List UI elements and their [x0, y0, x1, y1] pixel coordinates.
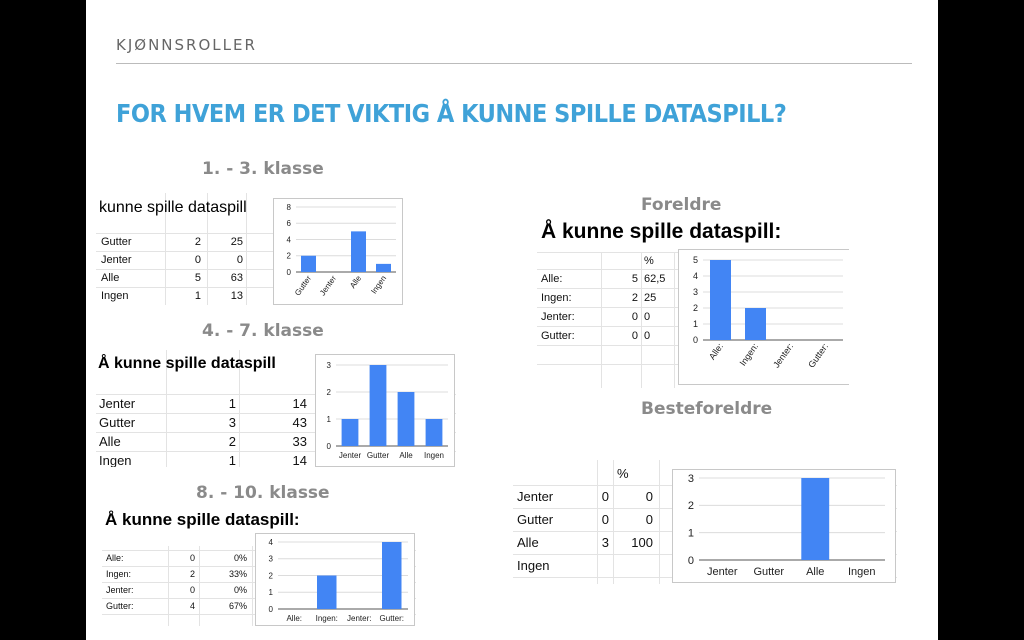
row-count: 2 — [631, 292, 638, 304]
x-tick-label: Ingen: — [315, 614, 338, 623]
row-percent: 67% — [228, 601, 247, 611]
row-count: 4 — [189, 601, 195, 611]
x-tick-label: Jenter — [706, 566, 738, 578]
x-tick-label: Alle: — [286, 614, 303, 623]
bar-chart-besteforeldre — [673, 470, 895, 582]
y-tick-label: 1 — [692, 319, 698, 330]
y-tick-label: 4 — [268, 537, 273, 547]
row-count: 0 — [631, 330, 638, 342]
percent-header: % — [617, 466, 629, 481]
bar — [342, 419, 359, 446]
y-tick-label: 2 — [326, 387, 331, 397]
x-tick-label: Alle: — [706, 341, 726, 362]
slide-title: FOR HVEM ER DET VIKTIG Å KUNNE SPILLE DATASPILL? — [116, 99, 787, 128]
x-tick-label: Ingen: — [737, 341, 761, 368]
row-count: 0 — [601, 512, 609, 527]
row-percent: 100 — [631, 535, 653, 550]
row-count: 3 — [601, 535, 609, 550]
row-label: Gutter: — [106, 601, 134, 611]
row-percent: 62,5 — [644, 273, 666, 285]
row-percent: 33% — [228, 569, 247, 579]
bar — [801, 478, 829, 560]
y-tick-label: 6 — [286, 219, 291, 229]
row-count: 2 — [194, 236, 201, 248]
y-tick-label: 0 — [286, 267, 291, 277]
panel-8-10 — [102, 506, 416, 626]
x-tick-label: Alle — [399, 451, 413, 460]
row-percent: 13 — [230, 290, 243, 302]
y-tick-label: 2 — [268, 571, 273, 581]
x-tick-label: Gutter — [366, 451, 390, 460]
x-tick-label: Ingen — [423, 451, 445, 460]
row-percent: 0 — [645, 512, 653, 527]
x-tick-label: Ingen — [369, 273, 389, 296]
table-title: kunne spille dataspill — [99, 199, 247, 216]
row-label: Gutter — [101, 236, 132, 248]
row-label: Gutter — [517, 512, 554, 527]
row-count: 0 — [189, 553, 195, 563]
row-percent: 0 — [236, 254, 243, 266]
row-label: Alle: — [106, 553, 124, 563]
x-tick-label: Gutter: — [379, 614, 404, 623]
x-tick-label: Jenter: — [347, 614, 372, 623]
bar-chart-foreldre — [679, 250, 849, 384]
chart-box — [678, 249, 849, 385]
y-tick-label: 4 — [286, 235, 291, 245]
bar — [301, 256, 316, 272]
row-count: 3 — [228, 415, 236, 430]
row-label: Jenter — [517, 489, 554, 504]
row-label: Jenter — [99, 396, 136, 411]
section-label-8-10: 8. - 10. klasse — [196, 483, 330, 503]
row-count: 5 — [194, 272, 201, 284]
section-label-besteforeldre: Besteforeldre — [641, 399, 773, 419]
row-label: Ingen: — [541, 292, 572, 304]
bar — [351, 231, 366, 272]
row-percent: 25 — [230, 236, 243, 248]
row-count: 2 — [228, 434, 236, 449]
y-tick-label: 3 — [692, 287, 698, 298]
bar — [710, 260, 731, 340]
slide-header: KJØNNSROLLER — [116, 36, 257, 54]
row-label: Jenter: — [541, 311, 575, 323]
row-count: 2 — [189, 569, 195, 579]
y-tick-label: 2 — [286, 251, 291, 261]
y-tick-label: 2 — [687, 500, 694, 513]
section-label-foreldre: Foreldre — [641, 195, 722, 215]
row-count: 1 — [228, 453, 236, 467]
chart-box — [315, 354, 455, 467]
row-label: Alle — [517, 535, 539, 550]
y-tick-label: 0 — [326, 441, 331, 451]
row-percent: 0 — [644, 311, 651, 323]
header-divider — [116, 63, 912, 64]
panel-1-3 — [96, 193, 403, 305]
x-tick-label: Jenter — [338, 451, 362, 460]
y-tick-label: 3 — [268, 554, 273, 564]
row-count: 0 — [194, 254, 201, 266]
row-count: 1 — [228, 396, 236, 411]
y-tick-label: 1 — [268, 588, 273, 598]
row-label: Jenter: — [106, 585, 134, 595]
bar-chart-1-3 — [274, 199, 402, 304]
chart-box — [273, 198, 403, 305]
percent-header: % — [644, 255, 654, 267]
panel-besteforeldre — [513, 460, 897, 584]
y-tick-label: 3 — [326, 360, 331, 370]
bar — [426, 419, 443, 446]
row-count: 0 — [631, 311, 638, 323]
y-tick-label: 2 — [692, 303, 698, 314]
table-title: Å kunne spille dataspill: — [541, 220, 782, 243]
bar — [745, 308, 766, 340]
section-label-4-7: 4. - 7. klasse — [202, 321, 324, 341]
row-percent: 0 — [645, 489, 653, 504]
row-count: 0 — [189, 585, 195, 595]
row-label: Gutter — [99, 415, 136, 430]
y-tick-label: 5 — [692, 255, 698, 266]
row-count: 0 — [601, 489, 609, 504]
y-tick-label: 8 — [286, 202, 291, 212]
x-tick-label: Alle — [806, 566, 825, 578]
y-tick-label: 1 — [687, 527, 694, 540]
row-label: Alle — [101, 272, 120, 284]
row-label: Ingen — [99, 453, 132, 467]
row-percent: 0 — [644, 330, 651, 342]
section-label-1-3: 1. - 3. klasse — [202, 159, 324, 179]
x-tick-label: Jenter: — [771, 341, 796, 370]
row-label: Alle — [99, 434, 121, 449]
y-tick-label: 0 — [692, 335, 698, 346]
y-tick-label: 0 — [268, 604, 273, 614]
row-label: Gutter: — [541, 330, 575, 342]
row-count: 1 — [194, 290, 201, 302]
row-percent: 25 — [644, 292, 657, 304]
bar — [382, 542, 402, 609]
row-percent: 33 — [292, 434, 307, 449]
y-tick-label: 0 — [687, 554, 694, 567]
row-percent: 14 — [292, 453, 307, 467]
x-tick-label: Jenter — [318, 273, 339, 298]
y-tick-label: 4 — [692, 271, 698, 282]
x-tick-label: Ingen — [847, 566, 876, 578]
x-tick-label: Gutter — [753, 566, 785, 578]
row-percent: 0% — [233, 553, 247, 563]
bar-chart-8-10 — [256, 534, 414, 625]
row-label: Alle: — [541, 273, 563, 285]
y-tick-label: 1 — [326, 414, 331, 424]
row-label: Ingen — [101, 290, 129, 302]
row-percent: 63 — [230, 272, 243, 284]
table-title: Å kunne spille dataspill — [98, 355, 276, 372]
panel-4-7 — [96, 350, 456, 467]
row-label: Jenter — [101, 254, 132, 266]
y-tick-label: 3 — [687, 472, 694, 485]
bar — [317, 576, 337, 610]
bar — [370, 365, 387, 446]
row-label: Ingen — [517, 558, 550, 573]
x-tick-label: Gutter: — [806, 341, 831, 370]
x-tick-label: Alle — [348, 273, 364, 291]
row-percent: 43 — [292, 415, 307, 430]
row-count: 5 — [631, 273, 638, 285]
chart-box — [672, 469, 896, 583]
row-percent: 14 — [292, 396, 307, 411]
bar-chart-4-7 — [316, 355, 454, 466]
row-label: Ingen: — [106, 569, 132, 579]
chart-box — [255, 533, 415, 626]
table-title: Å kunne spille dataspill: — [105, 510, 300, 529]
row-percent: 0% — [233, 585, 247, 595]
bar — [398, 392, 415, 446]
panel-foreldre — [537, 216, 849, 388]
bar — [376, 264, 391, 272]
x-tick-label: Gutter — [293, 273, 314, 298]
